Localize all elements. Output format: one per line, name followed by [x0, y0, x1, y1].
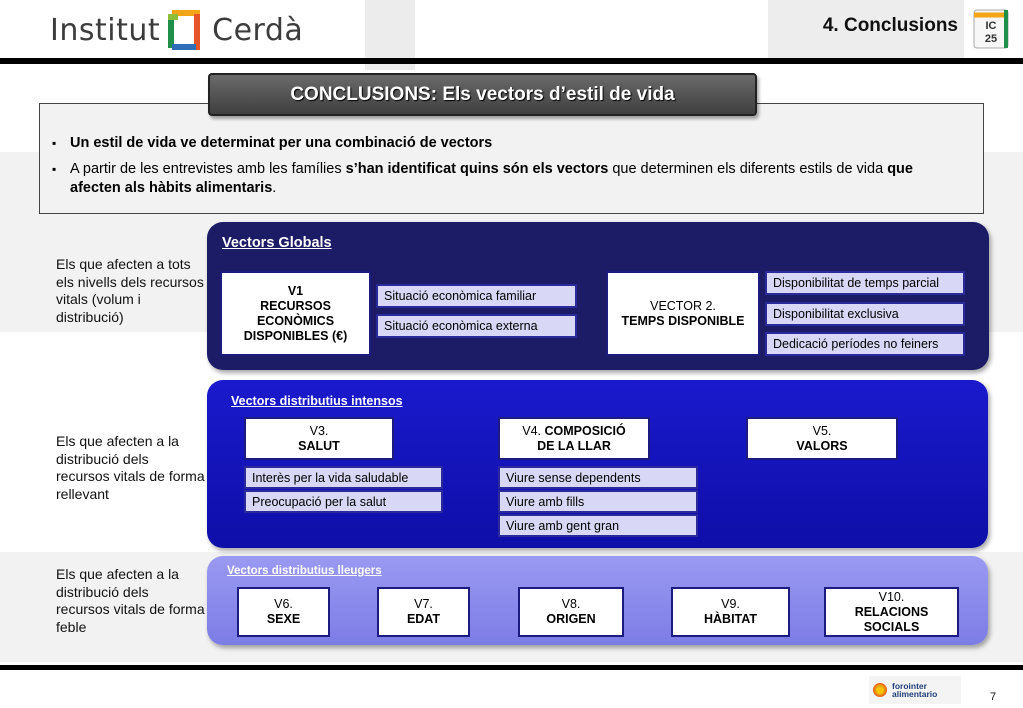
institut-cerda-logo: [50, 6, 303, 54]
vector-v9-name: HÀBITAT: [704, 612, 757, 626]
vector-v1-number: V1: [287, 283, 304, 298]
intro-bullet-2-part-d: que afecten als hàbits alimentaris: [70, 161, 913, 196]
page-number: 7: [990, 691, 997, 703]
footer-rule: [0, 665, 1023, 670]
intro-bullet-list: [70, 134, 963, 198]
subitem-v2-3: Dedicació períodes no feiners: [765, 332, 965, 356]
vector-v10-box: [824, 587, 959, 637]
vector-v9-box: [671, 587, 790, 637]
logo-word-right: Cerdà: [212, 12, 304, 48]
forointer-alimentario-logo: [869, 676, 961, 704]
forointer-logo-line1: forointer: [892, 680, 927, 691]
panel-title-lleugers: Vectors distributius lleugers: [227, 565, 382, 577]
intro-bullet-2-part-c: que determinen els diferents estils de vida: [608, 161, 888, 177]
subitem-v1-2: Situació econòmica externa: [376, 314, 577, 338]
subitem-v1-1: Situació econòmica familiar: [376, 284, 577, 308]
subitem-v4-1: Viure sense dependents: [498, 466, 698, 489]
vector-v5-number: V5.: [812, 423, 832, 438]
ic25-badge-icon: [973, 9, 1009, 55]
intro-box: [39, 103, 984, 214]
vector-v3-number: V3.: [309, 423, 329, 438]
panel-vectors-globals: [207, 222, 989, 370]
vector-v10-name: RELACIONS SOCIALS: [854, 604, 929, 634]
subitem-v2-2: Disponibilitat exclusiva: [765, 302, 965, 326]
side-label-globals: Els que afecten a tots els nivells dels recursos vitals (volum i distribució): [56, 256, 204, 325]
vector-v8-name: ORIGEN: [546, 612, 596, 626]
vector-v4-box: [498, 417, 650, 460]
conclusions-banner: CONCLUSIONS: Els vectors d’estil de vida: [208, 73, 757, 116]
vector-v4-name-a: COMPOSICIÓ: [544, 423, 626, 438]
side-label-intensos: Els que afecten a la distribució dels recursos vitals de forma rellevant: [56, 433, 205, 502]
vector-v8-number: V8.: [561, 597, 581, 611]
intro-bullet-2-part-b: s’han identificat quins són els vectors: [345, 161, 609, 177]
vector-v3-box: [244, 417, 394, 460]
vector-v4-line1: [522, 424, 626, 439]
subitem-v4-3: Viure amb gent gran: [498, 514, 698, 537]
vector-v7-name: EDAT: [406, 612, 441, 626]
vector-v2-name: TEMPS DISPONIBLE: [621, 313, 745, 328]
section-title: 4. Conclusions: [822, 15, 958, 36]
badge-top-text: IC: [985, 20, 997, 32]
intro-bullet-2: [70, 160, 963, 198]
vector-v8-box: [518, 587, 624, 637]
forointer-logo-line2: alimentario: [892, 689, 938, 699]
vector-v4-name-b: DE LA LLAR: [537, 438, 611, 453]
subitem-v2-1: Disponibilitat de temps parcial: [765, 271, 965, 295]
logo-word-left: Institut: [50, 12, 161, 48]
intro-bullet-1: [70, 134, 963, 153]
side-label-lleugers: Els que afecten a la distribució dels recursos vitals de forma feble: [56, 566, 205, 635]
intro-bullet-2-part-e: .: [272, 180, 277, 196]
panel-vectors-lleugers: [207, 556, 988, 645]
vector-v7-number: V7.: [414, 597, 433, 611]
vector-v7-box: [377, 587, 470, 637]
vector-v1-name: RECURSOS ECONÒMICS DISPONIBLES (€): [243, 298, 348, 343]
header-rule: [0, 58, 1023, 64]
forointer-logo-text: [892, 682, 937, 699]
vector-v5-name: VALORS: [796, 438, 848, 453]
subitem-v3-2: Preocupació per la salut: [244, 490, 443, 513]
subitem-v3-1: Interès per la vida saludable: [244, 466, 443, 489]
logo-mark-icon: [166, 8, 206, 52]
vector-v9-number: V9.: [721, 597, 740, 611]
vector-v5-box: [746, 417, 898, 460]
vector-v3-name: SALUT: [298, 438, 340, 453]
panel-title-globals: Vectors Globals: [222, 235, 332, 251]
vector-v2-box: [606, 271, 760, 356]
vector-v10-number: V10.: [878, 589, 905, 604]
forointer-logo-icon: [873, 683, 887, 697]
badge-bottom-text: 25: [984, 33, 998, 45]
vector-v6-box: [237, 587, 330, 637]
intro-bullet-1-text: Un estil de vida ve determinat per una combinació de vectors: [70, 135, 493, 151]
vector-v6-name: SEXE: [266, 612, 301, 626]
vector-v1-box: [220, 271, 371, 356]
vector-v2-number: VECTOR 2.: [650, 298, 716, 313]
subitem-v4-2: Viure amb fills: [498, 490, 698, 513]
panel-title-intensos: Vectors distributius intensos: [231, 394, 403, 408]
vector-v4-number: V4.: [522, 423, 541, 438]
intro-bullet-2-part-a: A partir de les entrevistes amb les famílies: [70, 161, 346, 177]
vector-v6-number: V6.: [274, 597, 293, 611]
panel-vectors-intensos: [207, 380, 988, 548]
